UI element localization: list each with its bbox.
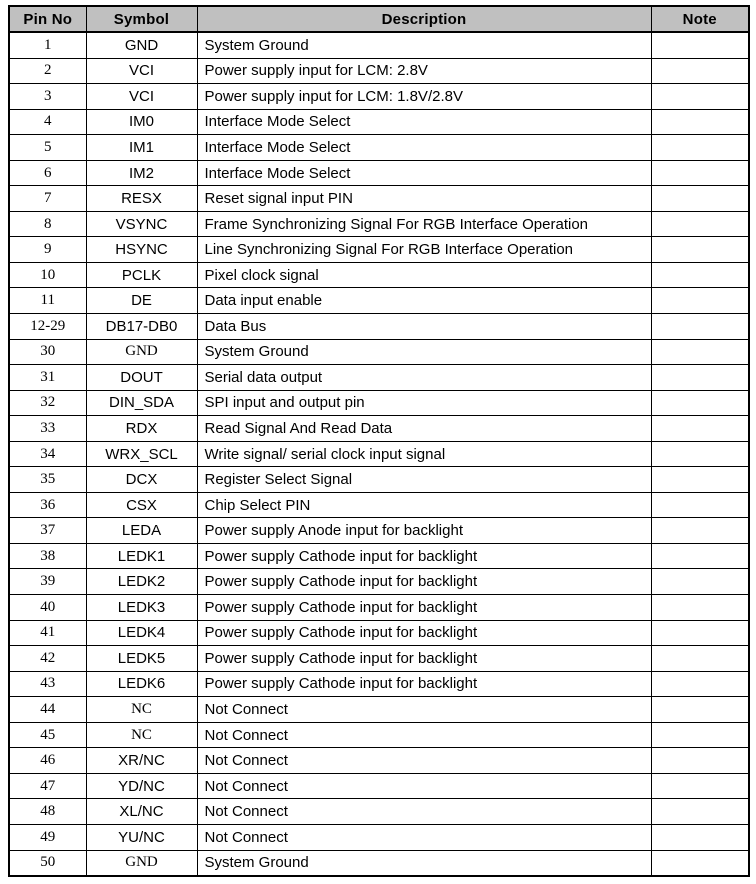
note-cell <box>651 595 749 621</box>
description-cell: Serial data output <box>197 365 651 391</box>
note-cell <box>651 722 749 748</box>
note-cell <box>651 314 749 340</box>
table-row <box>9 109 749 135</box>
symbol-cell: GND <box>86 32 197 58</box>
note-cell <box>651 58 749 84</box>
note-cell <box>651 109 749 135</box>
pin-cell: 50 <box>9 850 86 876</box>
symbol-cell: IM1 <box>86 135 197 161</box>
description-cell: Write signal/ serial clock input signal <box>197 441 651 467</box>
symbol-cell: PCLK <box>86 262 197 288</box>
note-cell <box>651 32 749 58</box>
note-cell <box>651 237 749 263</box>
description-cell: Power supply input for LCM: 1.8V/2.8V <box>197 84 651 110</box>
table-row <box>9 569 749 595</box>
description-cell: Power supply Cathode input for backlight <box>197 671 651 697</box>
symbol-cell: XL/NC <box>86 799 197 825</box>
symbol-cell: RDX <box>86 416 197 442</box>
symbol-cell: DCX <box>86 467 197 493</box>
description-cell: Frame Synchronizing Signal For RGB Interface Operation <box>197 211 651 237</box>
table-row <box>9 518 749 544</box>
note-cell <box>651 339 749 365</box>
pin-cell: 38 <box>9 543 86 569</box>
table-row <box>9 824 749 850</box>
symbol-cell: DOUT <box>86 365 197 391</box>
table-row <box>9 620 749 646</box>
description-cell: Interface Mode Select <box>197 160 651 186</box>
symbol-cell: DIN_SDA <box>86 390 197 416</box>
table-row <box>9 646 749 672</box>
table-row <box>9 339 749 365</box>
pin-cell: 47 <box>9 773 86 799</box>
description-cell: SPI input and output pin <box>197 390 651 416</box>
pin-cell: 45 <box>9 722 86 748</box>
table-row <box>9 416 749 442</box>
note-cell <box>651 543 749 569</box>
description-cell: Not Connect <box>197 799 651 825</box>
table-row <box>9 492 749 518</box>
pin-cell: 35 <box>9 467 86 493</box>
table-row <box>9 390 749 416</box>
description-cell: Power supply Cathode input for backlight <box>197 595 651 621</box>
description-cell: System Ground <box>197 32 651 58</box>
description-cell: Pixel clock signal <box>197 262 651 288</box>
note-cell <box>651 748 749 774</box>
pin-cell: 34 <box>9 441 86 467</box>
note-cell <box>651 262 749 288</box>
table-row <box>9 799 749 825</box>
note-cell <box>651 441 749 467</box>
header-row <box>9 6 749 32</box>
symbol-cell: VSYNC <box>86 211 197 237</box>
table-row <box>9 595 749 621</box>
symbol-cell: GND <box>86 850 197 876</box>
description-cell: Power supply input for LCM: 2.8V <box>197 58 651 84</box>
pin-cell: 33 <box>9 416 86 442</box>
pin-cell: 6 <box>9 160 86 186</box>
symbol-cell: NC <box>86 697 197 723</box>
pin-cell: 10 <box>9 262 86 288</box>
description-cell: Power supply Cathode input for backlight <box>197 620 651 646</box>
table-row <box>9 850 749 876</box>
note-cell <box>651 824 749 850</box>
pin-cell: 8 <box>9 211 86 237</box>
pin-cell: 7 <box>9 186 86 212</box>
symbol-cell: LEDA <box>86 518 197 544</box>
note-cell <box>651 671 749 697</box>
note-cell <box>651 467 749 493</box>
symbol-cell: RESX <box>86 186 197 212</box>
note-cell <box>651 135 749 161</box>
description-cell: Interface Mode Select <box>197 109 651 135</box>
header-symbol: Symbol <box>86 6 197 32</box>
description-cell: Not Connect <box>197 748 651 774</box>
note-cell <box>651 416 749 442</box>
note-cell <box>651 799 749 825</box>
table-row <box>9 314 749 340</box>
table-row <box>9 671 749 697</box>
table-row <box>9 58 749 84</box>
header-description: Description <box>197 6 651 32</box>
pin-cell: 36 <box>9 492 86 518</box>
note-cell <box>651 492 749 518</box>
pin-cell: 5 <box>9 135 86 161</box>
description-cell: Register Select Signal <box>197 467 651 493</box>
pin-cell: 49 <box>9 824 86 850</box>
symbol-cell: CSX <box>86 492 197 518</box>
pin-cell: 3 <box>9 84 86 110</box>
pin-assignment-table-container <box>8 5 750 877</box>
note-cell <box>651 697 749 723</box>
description-cell: System Ground <box>197 339 651 365</box>
table-row <box>9 262 749 288</box>
pin-assignment-table <box>8 5 750 877</box>
symbol-cell: VCI <box>86 84 197 110</box>
pin-cell: 4 <box>9 109 86 135</box>
note-cell <box>651 186 749 212</box>
note-cell <box>651 646 749 672</box>
pin-cell: 42 <box>9 646 86 672</box>
description-cell: Line Synchronizing Signal For RGB Interface Operation <box>197 237 651 263</box>
table-row <box>9 441 749 467</box>
header-note: Note <box>651 6 749 32</box>
note-cell <box>651 211 749 237</box>
symbol-cell: LEDK3 <box>86 595 197 621</box>
table-row <box>9 84 749 110</box>
description-cell: Not Connect <box>197 722 651 748</box>
description-cell: Power supply Cathode input for backlight <box>197 543 651 569</box>
note-cell <box>651 160 749 186</box>
pin-cell: 46 <box>9 748 86 774</box>
table-row <box>9 288 749 314</box>
symbol-cell: DB17-DB0 <box>86 314 197 340</box>
pin-cell: 30 <box>9 339 86 365</box>
pin-cell: 1 <box>9 32 86 58</box>
pin-cell: 31 <box>9 365 86 391</box>
note-cell <box>651 620 749 646</box>
symbol-cell: YU/NC <box>86 824 197 850</box>
description-cell: Data input enable <box>197 288 651 314</box>
symbol-cell: NC <box>86 722 197 748</box>
symbol-cell: YD/NC <box>86 773 197 799</box>
symbol-cell: DE <box>86 288 197 314</box>
pin-cell: 11 <box>9 288 86 314</box>
description-cell: Power supply Anode input for backlight <box>197 518 651 544</box>
pin-cell: 39 <box>9 569 86 595</box>
note-cell <box>651 288 749 314</box>
table-row <box>9 467 749 493</box>
pin-cell: 40 <box>9 595 86 621</box>
pin-cell: 44 <box>9 697 86 723</box>
description-cell: Interface Mode Select <box>197 135 651 161</box>
pin-cell: 41 <box>9 620 86 646</box>
symbol-cell: LEDK5 <box>86 646 197 672</box>
symbol-cell: HSYNC <box>86 237 197 263</box>
note-cell <box>651 569 749 595</box>
description-cell: Not Connect <box>197 697 651 723</box>
description-cell: System Ground <box>197 850 651 876</box>
note-cell <box>651 365 749 391</box>
symbol-cell: WRX_SCL <box>86 441 197 467</box>
header-pin-no: Pin No <box>9 6 86 32</box>
symbol-cell: GND <box>86 339 197 365</box>
symbol-cell: LEDK6 <box>86 671 197 697</box>
table-row <box>9 186 749 212</box>
description-cell: Chip Select PIN <box>197 492 651 518</box>
table-row <box>9 365 749 391</box>
symbol-cell: LEDK4 <box>86 620 197 646</box>
table-row <box>9 748 749 774</box>
table-row <box>9 543 749 569</box>
description-cell: Power supply Cathode input for backlight <box>197 646 651 672</box>
pin-cell: 32 <box>9 390 86 416</box>
description-cell: Not Connect <box>197 824 651 850</box>
symbol-cell: IM2 <box>86 160 197 186</box>
note-cell <box>651 518 749 544</box>
pin-cell: 2 <box>9 58 86 84</box>
pin-table-body <box>9 32 749 876</box>
table-row <box>9 697 749 723</box>
pin-cell: 48 <box>9 799 86 825</box>
description-cell: Data Bus <box>197 314 651 340</box>
table-row <box>9 160 749 186</box>
pin-cell: 12-29 <box>9 314 86 340</box>
table-row <box>9 722 749 748</box>
symbol-cell: LEDK2 <box>86 569 197 595</box>
table-row <box>9 135 749 161</box>
description-cell: Power supply Cathode input for backlight <box>197 569 651 595</box>
symbol-cell: LEDK1 <box>86 543 197 569</box>
symbol-cell: VCI <box>86 58 197 84</box>
description-cell: Read Signal And Read Data <box>197 416 651 442</box>
table-row <box>9 32 749 58</box>
pin-cell: 37 <box>9 518 86 544</box>
note-cell <box>651 850 749 876</box>
symbol-cell: IM0 <box>86 109 197 135</box>
table-row <box>9 773 749 799</box>
pin-cell: 43 <box>9 671 86 697</box>
note-cell <box>651 390 749 416</box>
note-cell <box>651 773 749 799</box>
description-cell: Not Connect <box>197 773 651 799</box>
description-cell: Reset signal input PIN <box>197 186 651 212</box>
note-cell <box>651 84 749 110</box>
table-row <box>9 237 749 263</box>
pin-cell: 9 <box>9 237 86 263</box>
table-row <box>9 211 749 237</box>
symbol-cell: XR/NC <box>86 748 197 774</box>
